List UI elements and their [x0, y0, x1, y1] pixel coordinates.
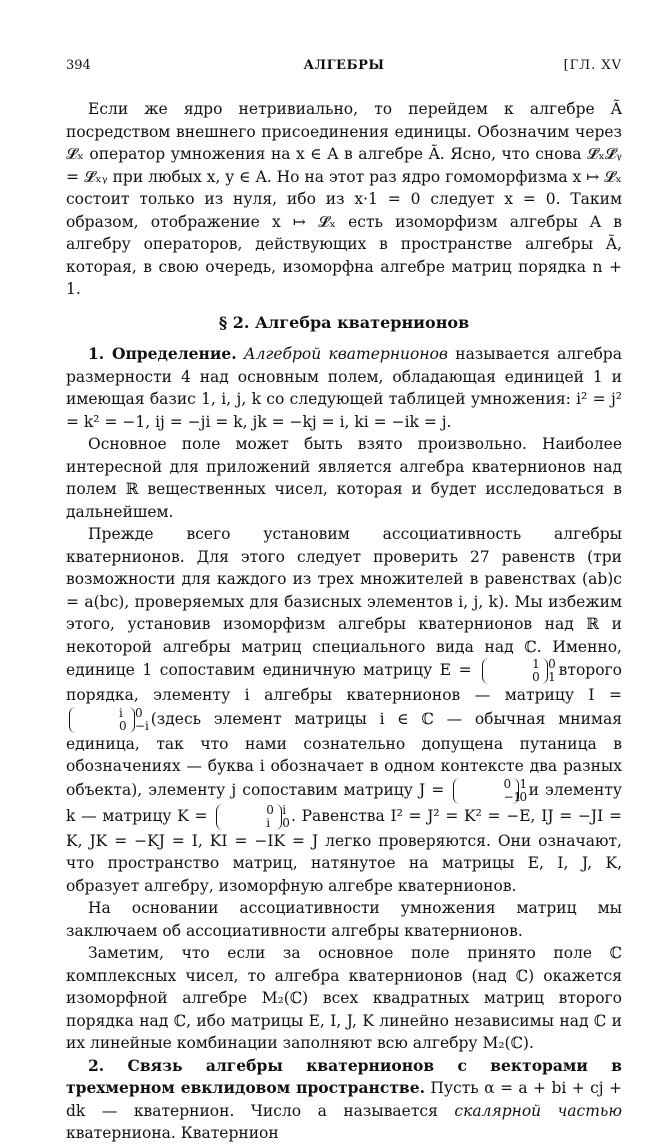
matrix-cell: −1 [503, 789, 522, 804]
matrix-cell: 1 [532, 657, 540, 671]
matrix-K [216, 802, 290, 830]
matrix-I [69, 705, 149, 733]
matrix-cell: i [282, 802, 287, 817]
text-run: и элементу k — матрицу K = [66, 780, 622, 825]
matrix-E [482, 657, 556, 684]
section-heading: § 2. Алгебра кватернионов [218, 312, 470, 332]
matrix-cell: 0 [282, 815, 290, 830]
running-title: АЛГЕБРЫ [303, 58, 385, 73]
text-run: второго порядка, элементу i алгебры кватернионов — матрицу I = [66, 661, 622, 704]
matrix-cell: i [119, 705, 123, 720]
page-body [66, 98, 622, 1145]
paragraph-vectors [66, 1055, 622, 1145]
running-header [66, 58, 622, 78]
scalar-part-term: скалярной частью [454, 1101, 622, 1120]
text-run: Прежде всего установим ассоциативность алгебры кватернионов. Для этого следует проверить 27 равенств (три возможности для каждого из трех множителей в равенствах (ab)c = a(bc), проверяемых для базисных элементов i, j, k). Мы избежим этого, установив изоморфизм алгебры кватернионов над ℝ и некоторой алгебры матриц специального вида над ℂ. Именно, единице 1 сопоставим единичную матрицу E = [66, 525, 622, 679]
matrix-cell: 0 [548, 657, 556, 671]
page-number: 394 [66, 58, 91, 73]
definition-term: Алгеброй кватернионов [243, 345, 448, 363]
paragraph-definition [66, 343, 622, 433]
subsection-label: 2. Связь алгебры кватернионов с векторами в трехмерном евклидовом пространстве. [66, 1055, 622, 1097]
matrix-cell: 0 [503, 776, 512, 791]
matrix-cell: 1 [519, 776, 528, 791]
definition-label: 1. Определение. [88, 344, 237, 363]
matrix-cell: 0 [119, 718, 127, 733]
matrix-J [453, 776, 528, 804]
paragraph-kernel: Если же ядро нетривиально, то перейдем к алгебре Ã посредством внешнего присоединения единицы. Обозначим через 𝓛̃ₓ оператор умножения на x ∈ A в алгебре Ã. Ясно, что снова 𝓛̃ₓ𝓛̃ᵧ = 𝓛̃ₓᵧ при любых x, y ∈ A. Но на этот раз ядро гомоморфизма x ↦ 𝓛̃ₓ состоит только из нуля, ибо из x·1 = 0 следует x = 0. Таким образом, отображение x ↦ 𝓛̃ₓ есть изоморфизм алгебры A в алгебру операторов, действующих в пространстве алгебры Ã, которая, в свою очередь, изоморфна алгебре матриц порядка n + 1. [66, 100, 622, 298]
paragraph-complex: Заметим, что если за основное поле принято поле ℂ комплексных чисел, то алгебра кватернионов (над ℂ) окажется изоморфной алгебре M₂(ℂ) всех квадратных матриц второго порядка над ℂ, ибо матрицы E, I, J, K линейно независимы над ℂ и их линейные комбинации заполняют всю алгебру M₂(ℂ). [66, 944, 622, 1052]
definition-text: называется алгебра размерности 4 над основным полем, обладающая единицей 1 и имеющая базис 1, i, j, k со следующей таблицей умножения: i² = j² = k² = −1, ij = −ji = k, jk = −kj = i, ki = −ik = j. [66, 345, 622, 431]
text-run: Пусть α = a + bi + cj + dk — кватернион. Число a называется [66, 1079, 623, 1120]
matrix-cell: 0 [266, 802, 274, 817]
chapter-label: [ГЛ. XV [563, 58, 622, 73]
matrix-cell: −i [135, 718, 149, 733]
text-run: (здесь элемент матрицы i ∈ ℂ — обычная мнимая единица, так что нами сознательно допущена путаница в обозначениях — буква i обозначает в одном контексте два разных объекта), элементу j сопоставим матрицу J = [66, 709, 622, 799]
text-run: . Равенства I² = J² = K² = −E, IJ = −JI = K, JK = −KJ = I, KI = −IK = J легко проверяются. Они означают, что пространство матриц, натянутое на матрицы E, I, J, K, образует алгебру, изоморфную алгебре кватернионов. [66, 806, 622, 895]
matrix-cell: 1 [548, 670, 556, 684]
matrix-cell: 0 [135, 705, 143, 720]
matrix-cell: 0 [532, 670, 540, 684]
paragraph-associativity [66, 523, 622, 897]
matrix-cell: i [266, 815, 271, 830]
text-run: кватерниона. Кватернион [66, 1124, 279, 1142]
paragraph-field: Основное поле может быть взято произвольно. Наиболее интересной для приложений является алгебра кватернионов над полем ℝ вещественных чисел, которая и будет исследоваться в дальнейшем. [66, 435, 622, 521]
paragraph-conclusion: На основании ассоциативности умножения матриц мы заключаем об ассоциативности алгебры кватернионов. [66, 899, 622, 940]
matrix-cell: 0 [519, 789, 528, 804]
